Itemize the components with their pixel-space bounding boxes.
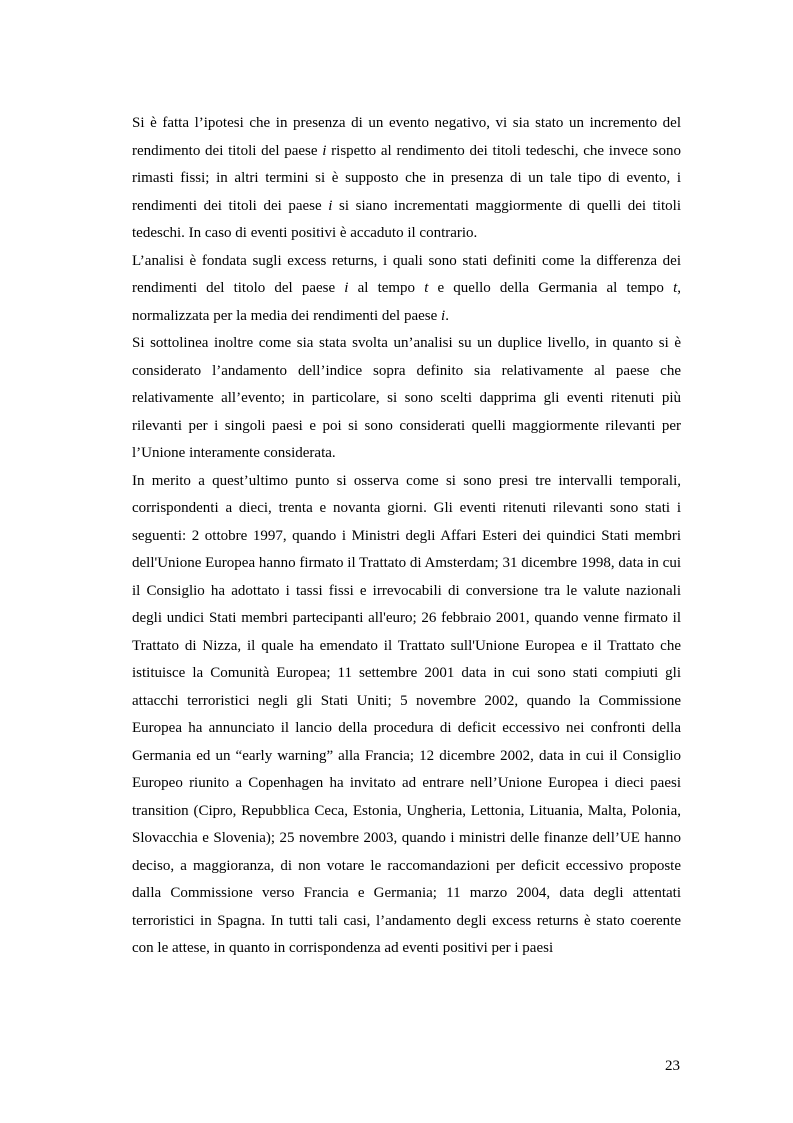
- paragraph: Si è fatta l’ipotesi che in presenza di un evento negativo, vi sia stato un incremento del rendimento dei titoli del paese i rispetto al rendimento dei titoli tedeschi, che invece sono rimasti fissi; in altri termini si è supposto che in presenza di un tale tipo di evento, i rendimenti dei titoli dei paese i si siano incrementati maggiormente di quelli dei titoli tedeschi. In caso di eventi positivi è accaduto il contrario.: [132, 115, 682, 241]
- italic-variable: t: [424, 280, 429, 296]
- italic-variable: i: [328, 197, 333, 214]
- paragraph: In merito a quest’ultimo punto si osserva come si sono presi tre intervalli temporali, corrispondenti a dieci, trenta e novanta giorni. Gli eventi ritenuti rilevanti sono stati i seguenti: 2 ottobre 1997, quando i Ministri degli Affari Esteri dei quindici Stati membri dell'Unione Europea hanno firmato il Trattato di Amsterdam; 31 dicembre 1998, data in cui il Consiglio ha adottato i tassi fissi e irrevocabili di conversione tra le valute nazionali degli undici Stati membri partecipanti all'euro; 26 febbraio 2001, quando venne firmato il Trattato di Nizza, il quale ha emendato il Trattato sull'Unione Europea e il Trattato che istituisce la Comunità Europea; 11 settembre 2001 data in cui sono stati compiuti gli attacchi terroristici negli gli Stati Uniti; 5 novembre 2002, quando la Commissione Europea ha annunciato il lancio della procedura di deficit eccessivo nei confronti della Germania ed un “early warning” alla Francia; 12 dicembre 2002, data in cui il Consiglio Europeo riunito a Copenhagen ha invitato ad entrare nell’Unione Europea i dieci paesi transition (Cipro, Repubblica Ceca, Estonia, Ungheria, Lettonia, Lituania, Malta, Polonia, Slovacchia e Slovenia); 25 novembre 2003, quando i ministri delle finanze dell’UE hanno deciso, a maggioranza, di non votare le raccomandazioni per deficit eccessivo proposte dalla Commissione verso Francia e Germania; 11 marzo 2004, data degli attentati terroristici in Spagna. In tutti tali casi, l’andamento degli excess returns è stato coerente con le attese, in quanto in corrispondenza ad eventi positivi per i paesi: [132, 472, 681, 956]
- paragraph: Si sottolinea inoltre come sia stata svolta un’analisi su un duplice livello, in quanto si è considerato l’andamento dell’indice sopra definito sia relativamente al paese che relativamente all’evento; in particolare, si sono scelti dapprima gli eventi ritenuti più rilevanti per i singoli paesi e poi si sono considerati quelli maggiormente rilevanti per l’Unione interamente considerata.: [132, 335, 681, 461]
- paragraph: L’analisi è fondata sugli excess returns, i quali sono stati definiti come la differenza dei rendimenti del titolo del paese i al tempo t e quello della Germania al tempo t, normalizzata per la media dei rendimenti del paese i.: [132, 252, 681, 324]
- page-number: 23: [665, 1058, 680, 1074]
- italic-variable: i: [322, 142, 327, 159]
- page-body: [132, 110, 681, 963]
- italic-variable: i: [441, 307, 446, 324]
- italic-variable: i: [344, 280, 349, 296]
- italic-variable: t: [673, 280, 678, 296]
